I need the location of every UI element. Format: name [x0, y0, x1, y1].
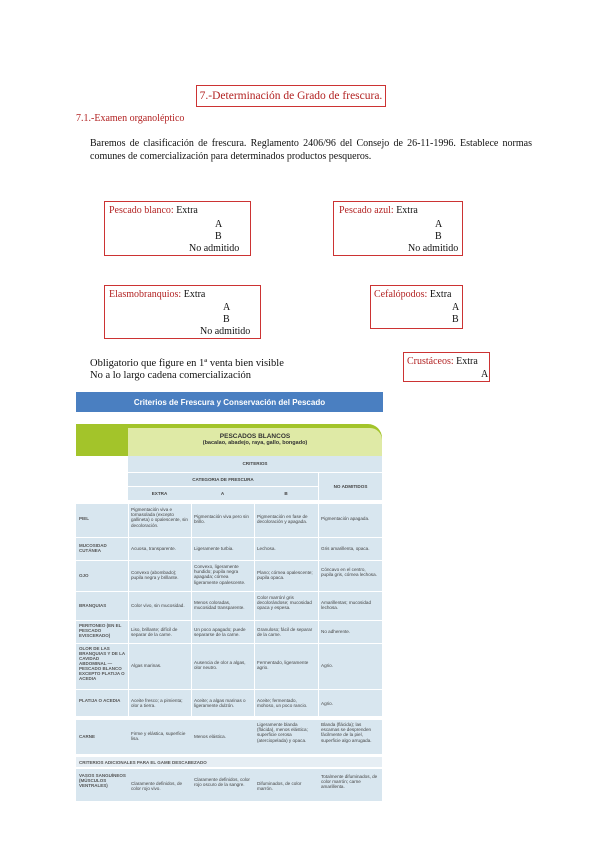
- cell-no: Totalmente difuminados, de color marrón; carne amarillenta.: [321, 774, 378, 790]
- table-row: [76, 690, 382, 717]
- cell-no: Amarillentas; mucosidad lechosa.: [321, 600, 372, 611]
- row-label: VASOS SANGUÍNEOS (MÚSCULOS VENTRALES): [79, 773, 126, 788]
- criterios-adicionales: CRITERIOS ADICIONALES PARA EL GAME DESCABEZADO: [79, 760, 207, 765]
- freshness-table: [76, 424, 382, 848]
- table-subtitle: (bacalao, abadejo, raya, gallo, bongado): [202, 440, 308, 446]
- criterios-label: CRITERIOS: [242, 461, 268, 466]
- cell-b: Color marrón/ gris decolorándose; mucosidad opaca y espesa.: [257, 595, 312, 611]
- row-label: PIEL: [79, 516, 90, 521]
- criterios-adicionales-bar: [76, 757, 382, 767]
- grade-a: A: [435, 219, 443, 230]
- cell-extra: Liso, brillante; difícil de separar de la carne.: [131, 627, 178, 638]
- row-label: MUCOSIDAD CUTÁNEA: [79, 543, 107, 553]
- table-row-carne: [76, 720, 382, 754]
- cell-extra: Aceite fresco; a pimienta; olor a tierra.: [131, 698, 183, 709]
- cell-no: Pigmentación apagada.: [321, 516, 370, 521]
- box-label: Pescado azul:: [339, 205, 394, 216]
- cell-no: Cóncavo en el centro, pupila gris, córnea lechosa.: [321, 567, 377, 578]
- cell-extra: Claramente definidos, de color rojo vivo.: [131, 781, 183, 792]
- grade-extra: Extra: [429, 289, 452, 300]
- grade-a: A: [481, 369, 489, 380]
- grade-a: A: [452, 302, 460, 313]
- col-b: B: [284, 491, 288, 496]
- categoria-header: [128, 473, 318, 486]
- cell-no: Agrio.: [321, 701, 334, 706]
- note-line: No a lo largo cadena comercialización: [90, 370, 252, 381]
- table-title: PESCADOS BLANCOS: [219, 433, 291, 440]
- cell-extra: Pigmentación viva e tornasolada (excepto gallineta) o opalescente, sin decoloración.: [131, 507, 188, 528]
- note: [90, 358, 284, 382]
- cell-a: Menos elástica.: [194, 734, 226, 739]
- box-pescado-azul: [333, 201, 463, 256]
- row-label: PERITONEO (EN EL PESCADO EVISCERADO): [79, 623, 122, 638]
- criteria-banner: Criterios de Frescura y Conservación del Pescado: [76, 392, 383, 412]
- cell-extra: Firme y elástica, superficie lisa.: [131, 731, 186, 742]
- cell-no: No adherente.: [321, 629, 351, 634]
- note-line: Obligatorio que figure en 1ª venta bien visible: [90, 358, 284, 369]
- grade-extra: Extra: [456, 356, 478, 367]
- grade-a: A: [215, 219, 223, 230]
- cell-b: Plano; córnea opalescente; pupila opaca.: [257, 570, 313, 581]
- cell-b: Difuminados, de color marrón.: [257, 781, 302, 792]
- box-elasmobranquios: [104, 285, 261, 339]
- row-label: PLATIJA O ACEDIA: [79, 698, 121, 703]
- grade-b: B: [452, 314, 459, 325]
- cell-a: Ausencia de olor a algas, olor neutro.: [194, 660, 246, 671]
- cell-b: Pigmentación en fase de decoloración y apagada.: [257, 514, 308, 525]
- grade-b: B: [215, 231, 222, 242]
- cell-a: Un poco apagado; puede separarse de la carne.: [194, 627, 246, 638]
- table-title-tab: [128, 428, 382, 456]
- row-label: OLOR DE LAS BRANQUIAS Y DE LA CAVIDAD ABDOMINAL — PESCADO BLANCO EXCEPTO PLATIJA O ACEDIA: [79, 646, 125, 681]
- cell-b: Fermentado, ligeramente agrio.: [257, 660, 309, 671]
- row-label: OJO: [79, 573, 89, 578]
- cell-no: Gris amarillenta, opaca.: [321, 546, 370, 551]
- grade-columns-header: [128, 487, 318, 500]
- intro-paragraph: Baremos de clasificación de frescura. Reglamento 2406/96 del Consejo de 26-11-1996. Establece normas comunes de comercialización para determinados productos pesqueros.: [90, 138, 532, 162]
- cell-extra: Algas marinas.: [131, 663, 162, 668]
- grade-no-admitido: No admitido: [200, 326, 251, 337]
- grade-extra: Extra: [176, 205, 198, 216]
- cell-a: Convexo, ligeramente hundido; pupila negra apagada; córnea ligeramente opalescente.: [194, 564, 246, 585]
- no-admitidos-label: NO ADMITIDOS: [333, 484, 368, 489]
- table-row: [76, 561, 382, 592]
- cell-extra: Color vivo, sin mucosidad.: [131, 603, 185, 608]
- grade-no-admitido: No admitido: [189, 243, 240, 254]
- table-row: [76, 621, 382, 644]
- cell-no: Blanda (flácida); las escamas se desprenden fácilmente de la piel, superficie algo arrugada.: [321, 722, 372, 743]
- cell-extra: Convexo (abombado); pupila negra y brillante.: [131, 570, 179, 581]
- grade-extra: Extra: [183, 289, 206, 300]
- box-label: Crustáceos:: [407, 356, 454, 367]
- cell-b: Aceite; fermentado, mohoso, un poco rancio.: [257, 698, 308, 709]
- cell-b: Lechosa.: [257, 546, 276, 551]
- table-body: [76, 504, 382, 716]
- cell-a: Ligeramente turbia.: [194, 546, 234, 551]
- row-label: BRANQUIAS: [79, 603, 107, 608]
- cell-a: Claramente definidos, color rojo oscuro de la sangre.: [194, 777, 250, 788]
- section-title: 7.-Determinación de Grado de frescura.: [196, 85, 386, 107]
- cell-b: Granuloso; fácil de separar de la carne.: [257, 627, 313, 638]
- cell-extra: Acuosa, transparente.: [131, 546, 176, 551]
- cell-a: Menos coloradas, mucosidad transparente.: [194, 600, 245, 611]
- col-a: A: [220, 491, 225, 496]
- cell-b: Ligeramente blanda (flácida), menos elástica; superficie cerosa (aterciopelada) y opaca.: [257, 722, 308, 743]
- box-label: Cefalópodos:: [374, 289, 428, 300]
- grade-extra: Extra: [396, 205, 418, 216]
- grade-b: B: [223, 314, 230, 325]
- no-admitidos-header: [319, 473, 382, 500]
- box-pescado-blanco: [104, 201, 251, 256]
- table-row: [76, 538, 382, 561]
- col-extra: EXTRA: [151, 491, 168, 496]
- table-row: [76, 644, 382, 690]
- cell-a: Pigmentación viva pero sin brillo.: [194, 514, 249, 525]
- grade-a: A: [223, 302, 231, 313]
- grade-no-admitido: No admitido: [408, 243, 459, 254]
- grade-b: B: [435, 231, 442, 242]
- table-row-vasos: [76, 769, 382, 801]
- box-cefalopodos: [370, 285, 463, 329]
- table-row: [76, 592, 382, 621]
- row-label: CARNE: [79, 734, 96, 739]
- cell-no: Agrio.: [321, 663, 334, 668]
- categoria-label: CATEGORIA DE FRESCURA: [192, 477, 254, 482]
- table-row: [76, 504, 382, 538]
- cell-a: Aceite; a algas marinas o ligeramente dulzón.: [194, 698, 246, 709]
- subheading: 7.1.-Examen organoléptico: [76, 113, 185, 124]
- box-label: Elasmobranquios:: [109, 289, 182, 300]
- box-label: Pescado blanco:: [109, 205, 174, 216]
- box-crustaceos: [403, 352, 490, 382]
- criterios-header: [128, 456, 382, 472]
